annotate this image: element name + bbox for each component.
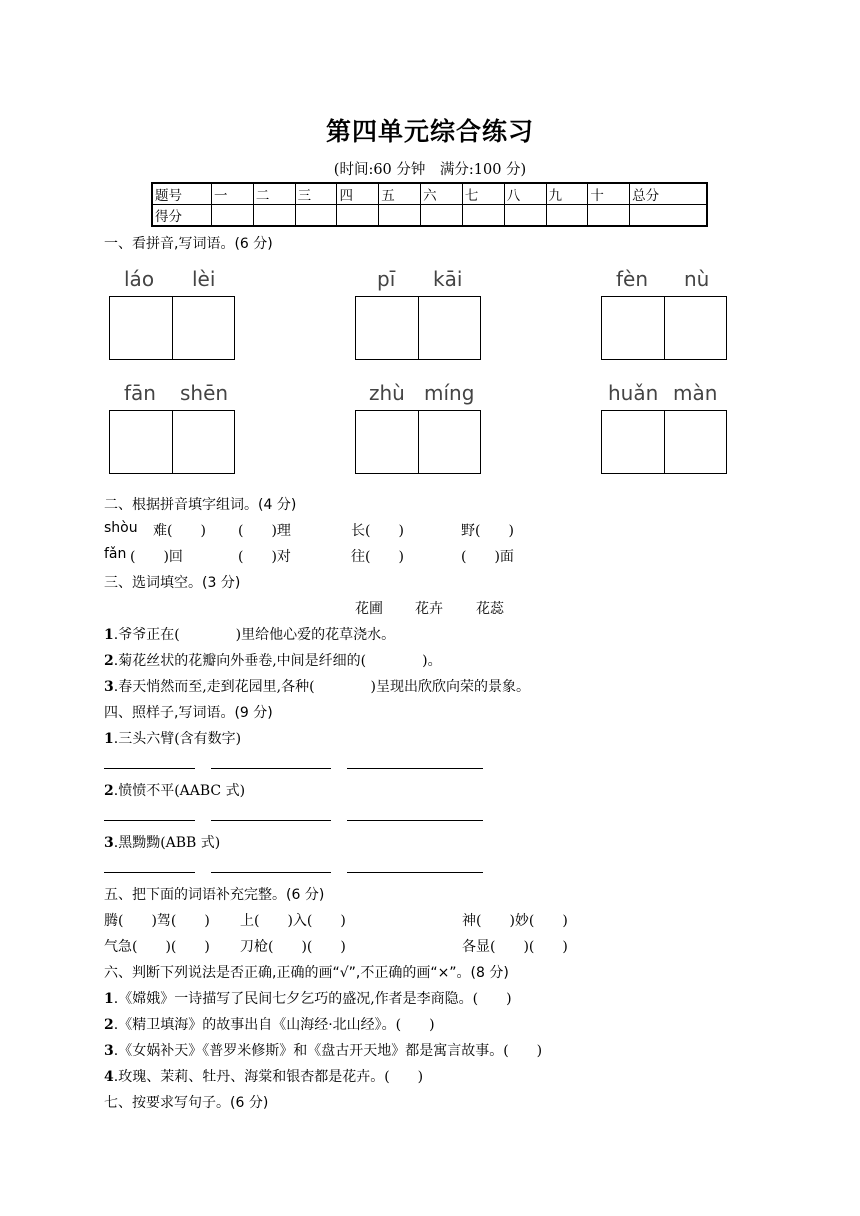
item-text: .春天悄然而至,走到花园里,各种( )呈现出欣欣向荣的景象。 bbox=[113, 679, 531, 695]
score-entry-cell[interactable] bbox=[212, 205, 254, 227]
pinyin-label: huǎn bbox=[608, 381, 659, 405]
word-option: 花蕊 bbox=[476, 601, 504, 617]
writing-grid[interactable] bbox=[601, 410, 727, 474]
pinyin-label: shòu bbox=[104, 520, 138, 536]
item-number: 2 bbox=[104, 653, 114, 669]
writing-grid[interactable] bbox=[601, 296, 727, 360]
section-6-heading: 六、判断下列说法是否正确,正确的画“√”,不正确的画“×”。(8 分) bbox=[104, 965, 509, 981]
score-table bbox=[151, 182, 708, 227]
fill-in-item: 难( ) bbox=[153, 523, 206, 539]
answer-line[interactable] bbox=[211, 872, 331, 873]
idiom-item: 上( )入( ) bbox=[240, 913, 346, 929]
score-table-header-row bbox=[152, 183, 707, 205]
item-text: .三头六臂(含有数字) bbox=[113, 731, 242, 747]
writing-grid[interactable] bbox=[355, 296, 481, 360]
pinyin-label: lèi bbox=[192, 267, 216, 291]
exam-info: (时间:60 分钟 满分:100 分) bbox=[333, 162, 527, 178]
item-text: .爷爷正在( )里给他心爱的花草浇水。 bbox=[113, 627, 396, 643]
score-entry-cell[interactable] bbox=[295, 205, 337, 227]
score-entry-cell[interactable] bbox=[546, 205, 588, 227]
question-item bbox=[104, 1014, 435, 1034]
score-header-cell: 七 bbox=[462, 183, 504, 205]
question-item bbox=[104, 1066, 423, 1086]
score-header-cell: 二 bbox=[253, 183, 295, 205]
idiom-item: 刀枪( )( ) bbox=[240, 939, 346, 955]
score-header-cell: 六 bbox=[421, 183, 463, 205]
pinyin-label: fǎn bbox=[104, 546, 127, 562]
score-header-cell: 九 bbox=[546, 183, 588, 205]
word-option: 花圃 bbox=[355, 601, 383, 617]
question-item bbox=[104, 676, 530, 696]
pinyin-label: zhù bbox=[369, 381, 405, 405]
answer-line[interactable] bbox=[211, 820, 331, 821]
fill-in-item: ( )回 bbox=[130, 549, 183, 565]
score-header-cell: 八 bbox=[504, 183, 546, 205]
score-table-score-row bbox=[152, 205, 707, 227]
answer-line[interactable] bbox=[347, 768, 483, 769]
answer-line[interactable] bbox=[211, 768, 331, 769]
score-entry-cell[interactable] bbox=[379, 205, 421, 227]
question-item bbox=[104, 780, 245, 800]
idiom-item: 各显( )( ) bbox=[462, 939, 568, 955]
item-text: .《女娲补天》《普罗米修斯》和《盘古开天地》都是寓言故事。( ) bbox=[113, 1043, 543, 1059]
question-item bbox=[104, 650, 442, 670]
fill-in-item: ( )对 bbox=[238, 549, 291, 565]
answer-line[interactable] bbox=[347, 820, 483, 821]
writing-grid[interactable] bbox=[355, 410, 481, 474]
question-item bbox=[104, 988, 512, 1008]
writing-grid[interactable] bbox=[109, 410, 235, 474]
item-number: 4 bbox=[104, 1069, 114, 1085]
pinyin-label: màn bbox=[673, 381, 718, 405]
word-option: 花卉 bbox=[415, 601, 443, 617]
section-3-heading: 三、选词填空。(3 分) bbox=[104, 575, 241, 591]
score-header-cell: 四 bbox=[337, 183, 379, 205]
fill-in-item: 往( ) bbox=[351, 549, 404, 565]
question-item bbox=[104, 1040, 542, 1060]
question-item bbox=[104, 728, 241, 748]
idiom-item: 神( )妙( ) bbox=[462, 913, 568, 929]
answer-line[interactable] bbox=[104, 768, 195, 769]
pinyin-label: fān bbox=[124, 381, 156, 405]
fill-in-item: ( )面 bbox=[461, 549, 514, 565]
pinyin-label: nù bbox=[684, 267, 710, 291]
section-2-heading: 二、根据拼音填字组词。(4 分) bbox=[104, 497, 297, 513]
answer-line[interactable] bbox=[104, 820, 195, 821]
pinyin-label: kāi bbox=[433, 267, 463, 291]
item-number: 2 bbox=[104, 783, 114, 799]
fill-in-item: ( )理 bbox=[238, 523, 291, 539]
item-text: .菊花丝状的花瓣向外垂卷,中间是纤细的( )。 bbox=[113, 653, 442, 669]
question-item bbox=[104, 832, 220, 852]
pinyin-label: pī bbox=[377, 267, 396, 291]
question-item bbox=[104, 624, 395, 644]
score-entry-cell[interactable] bbox=[253, 205, 295, 227]
page-title: 第四单元综合练习 bbox=[325, 117, 534, 146]
score-entry-cell[interactable] bbox=[421, 205, 463, 227]
item-number: 3 bbox=[104, 1043, 114, 1059]
fill-in-item: 野( ) bbox=[461, 523, 514, 539]
answer-line[interactable] bbox=[347, 872, 483, 873]
score-header-cell: 题号 bbox=[152, 183, 212, 205]
score-header-cell: 总分 bbox=[630, 183, 707, 205]
score-row-label: 得分 bbox=[152, 205, 212, 227]
score-header-cell: 十 bbox=[588, 183, 630, 205]
item-number: 1 bbox=[104, 627, 114, 643]
score-entry-cell[interactable] bbox=[630, 205, 707, 227]
item-number: 3 bbox=[104, 679, 114, 695]
pinyin-label: láo bbox=[124, 267, 155, 291]
item-text: .《精卫填海》的故事出自《山海经·北山经》。( ) bbox=[113, 1017, 435, 1033]
item-number: 2 bbox=[104, 1017, 114, 1033]
idiom-item: 腾( )驾( ) bbox=[104, 913, 210, 929]
score-header-cell: 五 bbox=[379, 183, 421, 205]
item-number: 1 bbox=[104, 991, 114, 1007]
item-text: .《嫦娥》一诗描写了民间七夕乞巧的盛况,作者是李商隐。( ) bbox=[113, 991, 512, 1007]
pinyin-label: míng bbox=[424, 381, 475, 405]
item-text: .玫瑰、茉莉、牡丹、海棠和银杏都是花卉。( ) bbox=[113, 1069, 424, 1085]
item-number: 1 bbox=[104, 731, 114, 747]
writing-grid[interactable] bbox=[109, 296, 235, 360]
pinyin-label: shēn bbox=[180, 381, 229, 405]
section-7-heading: 七、按要求写句子。(6 分) bbox=[104, 1095, 269, 1111]
item-text: .愤愤不平(AABC 式) bbox=[113, 783, 246, 799]
score-header-cell: 三 bbox=[295, 183, 337, 205]
section-5-heading: 五、把下面的词语补充完整。(6 分) bbox=[104, 887, 325, 903]
score-entry-cell[interactable] bbox=[337, 205, 379, 227]
item-number: 3 bbox=[104, 835, 114, 851]
score-header-cell: 一 bbox=[212, 183, 254, 205]
score-entry-cell[interactable] bbox=[462, 205, 504, 227]
answer-line[interactable] bbox=[104, 872, 195, 873]
idiom-item: 气急( )( ) bbox=[104, 939, 210, 955]
section-1-heading: 一、看拼音,写词语。(6 分) bbox=[104, 236, 273, 252]
score-entry-cell[interactable] bbox=[504, 205, 546, 227]
pinyin-label: fèn bbox=[616, 267, 649, 291]
item-text: .黑黝黝(ABB 式) bbox=[113, 835, 221, 851]
section-4-heading: 四、照样子,写词语。(9 分) bbox=[104, 705, 273, 721]
fill-in-item: 长( ) bbox=[351, 523, 404, 539]
score-entry-cell[interactable] bbox=[588, 205, 630, 227]
